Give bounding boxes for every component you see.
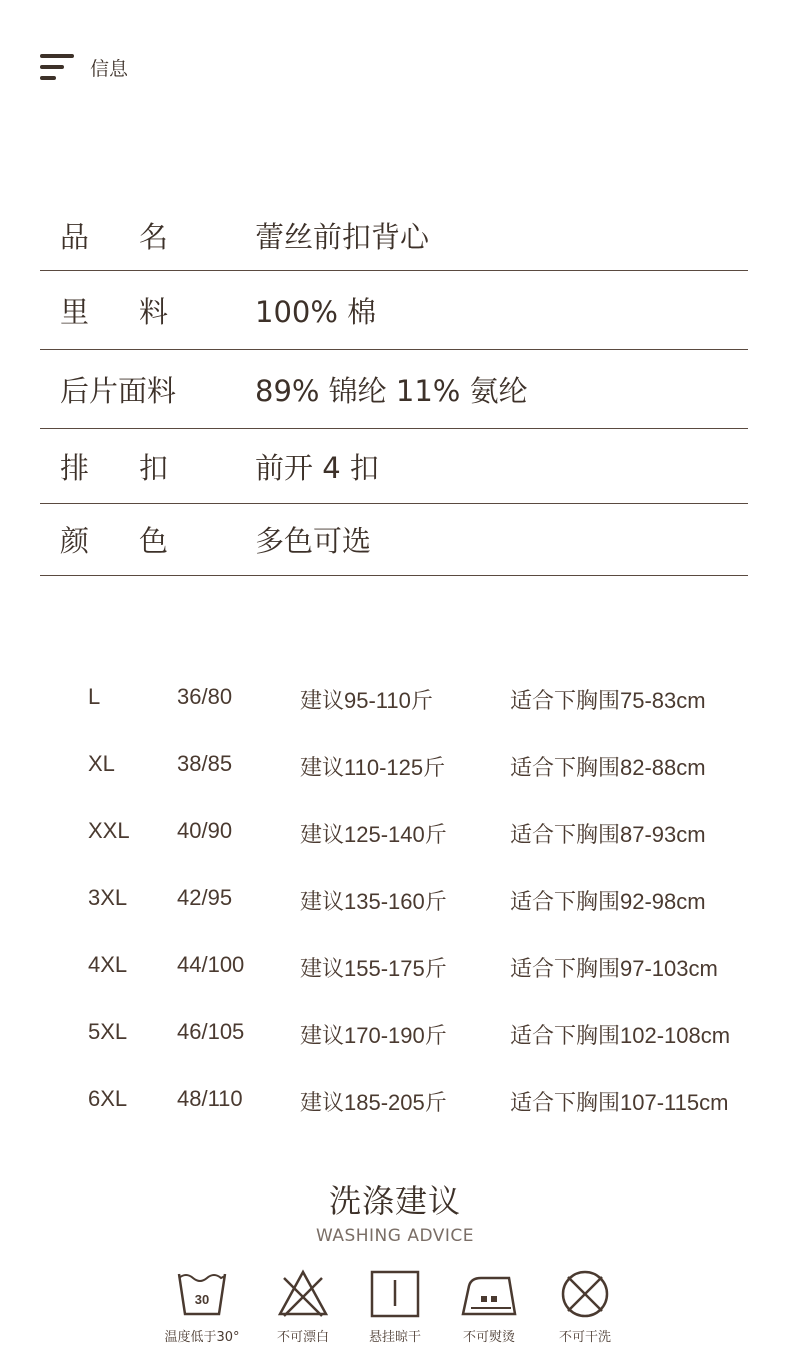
size-label: 6XL (88, 1086, 128, 1111)
wash-item (530, 1268, 640, 1345)
spec-row-lining (40, 271, 748, 350)
spec-value: 多色可选 (255, 524, 372, 558)
size-table (0, 666, 790, 1135)
size-weight: 建议155-175斤 (300, 956, 447, 981)
washing-section (0, 1176, 790, 1246)
size-bust: 适合下胸围87-93cm (510, 822, 706, 847)
size-bust: 适合下胸围75-83cm (510, 688, 706, 713)
size-row (0, 733, 790, 800)
size-bust: 适合下胸围92-98cm (510, 889, 706, 914)
size-label: XXL (88, 818, 130, 843)
size-label: 3XL (88, 885, 128, 910)
header (40, 52, 128, 82)
size-weight: 建议170-190斤 (300, 1023, 447, 1048)
size-row (0, 666, 790, 733)
size-bust: 适合下胸围107-115cm (510, 1090, 729, 1115)
wash-label: 不可熨烫 (462, 1330, 515, 1345)
svg-text:30: 30 (194, 1292, 210, 1307)
size-row (0, 800, 790, 867)
wash-label: 悬挂晾干 (368, 1330, 421, 1345)
spec-row-back-fabric (40, 350, 748, 429)
no-bleach-icon (276, 1268, 330, 1320)
hang-dry-icon (368, 1268, 422, 1320)
spec-value: 100% 棉 (255, 294, 377, 329)
spec-row-name (40, 200, 748, 271)
size-weight: 建议125-140斤 (300, 822, 447, 847)
spec-label: 颜 色 (60, 524, 169, 558)
size-weight: 建议95-110斤 (300, 688, 433, 713)
size-code: 42/95 (177, 885, 233, 910)
size-row (0, 934, 790, 1001)
no-dry-clean-icon (558, 1268, 612, 1320)
spec-label: 里 料 (60, 294, 169, 329)
spec-row-color (40, 504, 748, 576)
spec-label: 品 名 (60, 219, 169, 254)
size-code: 36/80 (177, 684, 233, 709)
spec-value: 89% 锦纶 11% 氨纶 (255, 373, 528, 408)
size-bust: 适合下胸围97-103cm (510, 956, 718, 981)
wash-label: 不可干洗 (558, 1330, 611, 1345)
size-label: 4XL (88, 952, 128, 977)
size-weight: 建议185-205斤 (300, 1090, 447, 1115)
menu-icon[interactable] (40, 52, 76, 82)
washing-title: 洗涤建议 (328, 1182, 461, 1220)
wash-label: 不可漂白 (276, 1330, 329, 1345)
size-label: 5XL (88, 1019, 128, 1044)
size-code: 44/100 (177, 952, 245, 977)
spec-value: 蕾丝前扣背心 (255, 219, 430, 254)
spec-table (40, 200, 748, 576)
wash-item (434, 1268, 544, 1345)
size-weight: 建议110-125斤 (300, 755, 446, 780)
size-row (0, 1001, 790, 1068)
size-row (0, 867, 790, 934)
washing-subtitle: WASHING ADVICE (315, 1226, 475, 1246)
size-row (0, 1068, 790, 1135)
wash-item (147, 1268, 257, 1345)
size-bust: 适合下胸围102-108cm (510, 1023, 731, 1048)
spec-value: 前开 4 扣 (255, 450, 379, 485)
size-weight: 建议135-160斤 (300, 889, 447, 914)
size-code: 46/105 (177, 1019, 245, 1044)
header-title: 信息 (90, 57, 129, 80)
no-iron-icon (459, 1268, 519, 1320)
spec-row-buttons (40, 429, 748, 504)
wash-label: 温度低于30° (164, 1330, 240, 1345)
size-bust: 适合下胸围82-88cm (510, 755, 706, 780)
wash-30-icon (175, 1268, 229, 1320)
size-label: L (88, 684, 101, 709)
size-code: 40/90 (177, 818, 233, 843)
spec-label: 排 扣 (60, 450, 169, 485)
size-code: 48/110 (177, 1086, 243, 1111)
size-label: XL (88, 751, 115, 776)
size-code: 38/85 (177, 751, 233, 776)
spec-label: 后片面料 (60, 373, 177, 408)
